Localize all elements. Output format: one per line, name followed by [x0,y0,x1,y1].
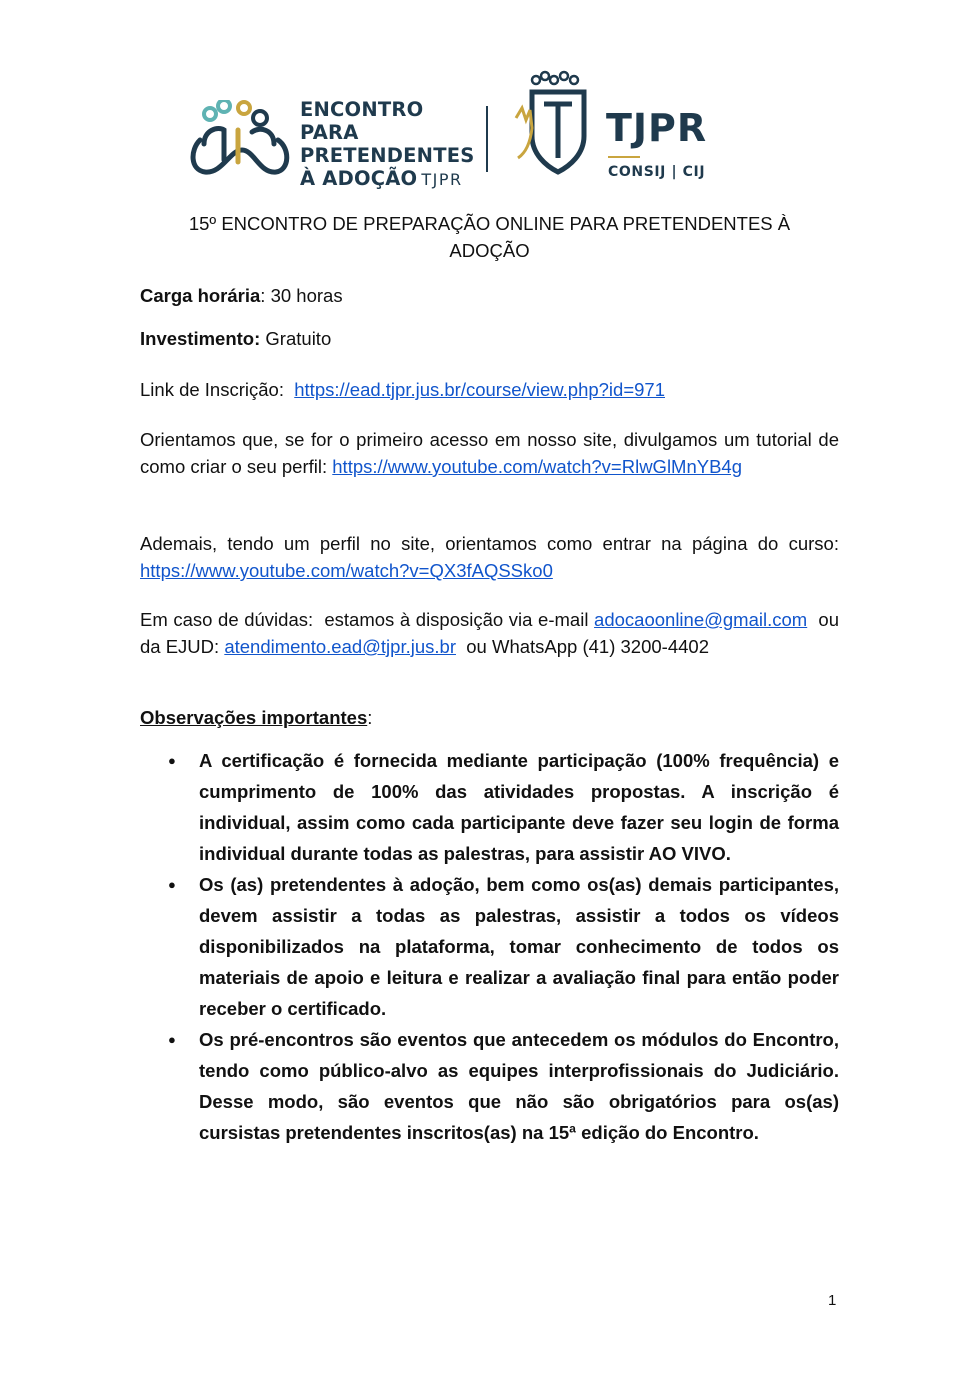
list-item: ● Os (as) pretendentes à adoção, bem como os(as) demais participantes, devem assistir a todas as palestras, assistir a todos os vídeos disponibilizados na plataforma, tomar conhecimento de todos os materiais de apoio e leitura e realizar a avaliação final para então poder receber o certificado. [140,869,839,1024]
link-inscricao: Link de Inscrição: https://ead.tjpr.jus.br/course/view.php?id=971 [140,379,665,400]
list-item: ● A certificação é fornecida mediante participação (100% frequência) e cumprimento de 100% das atividades propostas. A inscrição é individual, assim como cada participante deve fazer seu login de forma individual durante todas as palestras, para assistir AO VIVO. [140,745,839,869]
investimento: Investimento: Gratuito [140,328,332,349]
acesso-link[interactable]: https://www.youtube.com/watch?v=QX3fAQSSko0 [140,560,553,581]
document-title: 15º ENCONTRO DE PREPARAÇÃO ONLINE PARA PRETENDENTES À ADOÇÃO [188,213,791,261]
tutorial-link[interactable]: https://www.youtube.com/watch?v=RlwGlMnYB4g [332,456,743,477]
carga-horaria: Carga horária: 30 horas [140,285,343,306]
acesso-paragraph: Ademais, tendo um perfil no site, orientamos como entrar na página do curso: https://www.youtube.com/watch?v=QX3fAQSSko0 [140,533,839,581]
people-infinity-icon [190,100,290,180]
tjpr-logo [510,68,790,188]
list-item: ● Os pré-encontros são eventos que antecedem os módulos do Encontro, tendo como público-alvo as equipes interprofissionais do Judiciário. Desse modo, são eventos que não são obrigatórios para os(as) cursistas pretendentes inscritos(as) na 15ª edição do Encontro. [140,1024,839,1148]
tjpr-logo-title: TJPR [606,106,708,150]
encontro-logo-text: ENCONTRO PARA PRETENDENTES À ADOÇÃO TJPR [300,98,475,190]
header-divider [486,106,488,172]
observacoes-list [140,745,839,1148]
page-number: 1 [828,1292,837,1309]
inscricao-link[interactable]: https://ead.tjpr.jus.br/course/view.php?id=971 [294,379,665,400]
tjpr-crest-icon [510,68,600,188]
observacoes-heading: Observações importantes: [140,707,373,728]
email-ejud-link[interactable]: atendimento.ead@tjpr.jus.br [224,636,456,657]
email-adocao-link[interactable]: adocaoonline@gmail.com [594,609,808,630]
tjpr-logo-rule [608,156,640,158]
duvidas-paragraph: Em caso de dúvidas: estamos à disposição via e-mail adocaoonline@gmail.com ou da EJUD: atendimento.ead@tjpr.jus.br ou WhatsApp (41) 3200-4402 [140,609,845,657]
page-header [190,68,790,188]
tjpr-logo-subtitle: CONSIJ | CIJ [608,164,706,180]
tutorial-paragraph: Orientamos que, se for o primeiro acesso em nosso site, divulgamos um tutorial de como criar o seu perfil: https://www.youtube.com/watch?v=RlwGlMnYB4g [140,429,839,477]
encontro-logo [190,98,475,190]
